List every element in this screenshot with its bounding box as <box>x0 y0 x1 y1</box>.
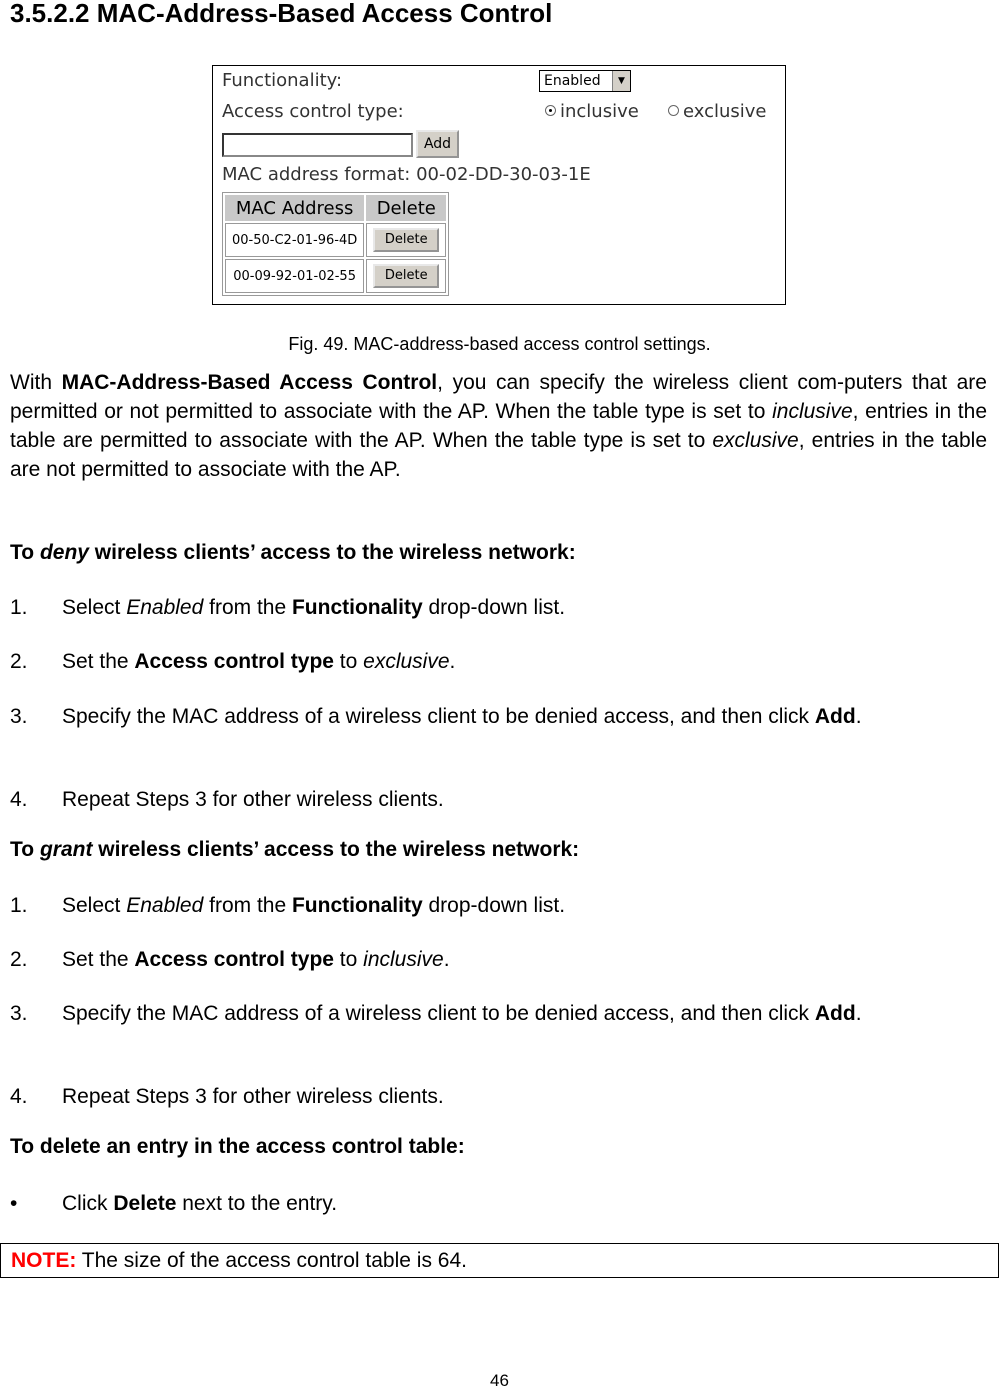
deny-step-4 <box>10 785 987 814</box>
text: to <box>333 650 364 673</box>
text-bold: Delete <box>113 1192 177 1215</box>
text: from the <box>203 894 292 917</box>
heading-text: wireless clients’ access to the wireless network: <box>88 541 576 564</box>
intro-italic: exclusive <box>712 429 799 452</box>
intro-text: , entries in the table are not permitted to associate with the AP. <box>10 429 987 481</box>
text: Click <box>62 1192 114 1215</box>
chevron-down-icon[interactable]: ▼ <box>612 71 630 91</box>
intro-paragraph <box>10 368 987 484</box>
text: . <box>449 650 456 673</box>
step-number: 3. <box>10 705 28 728</box>
bullet-text <box>62 1189 987 1218</box>
functionality-select[interactable] <box>539 70 631 92</box>
text-bold: Access control type <box>134 650 334 673</box>
deny-step-2 <box>10 647 987 676</box>
radio-exclusive[interactable] <box>668 101 767 122</box>
table-row <box>225 223 446 257</box>
text: Set the <box>62 948 135 971</box>
delete-button[interactable]: Delete <box>373 264 439 288</box>
note-text: The size of the access control table is 64. <box>76 1249 467 1272</box>
grant-step-4 <box>10 1082 987 1111</box>
column-header-delete: Delete <box>366 195 446 221</box>
step-text <box>62 891 987 920</box>
text: Set the <box>62 650 135 673</box>
step-number: 1. <box>10 596 28 619</box>
step-text: Repeat Steps 3 for other wireless clients. <box>62 788 444 811</box>
grant-heading <box>10 838 579 862</box>
text-italic: exclusive <box>363 650 450 673</box>
radio-selected-icon[interactable] <box>545 105 556 116</box>
functionality-value: Enabled <box>544 73 601 89</box>
text-bold: Add <box>814 1002 856 1025</box>
step-text <box>62 647 987 676</box>
deny-step-3 <box>10 702 987 731</box>
delete-button[interactable]: Delete <box>373 228 439 252</box>
intro-text: , you can specify the wireless client com-puters that are permitted or not permitted to associate with the AP. When the table type is set to <box>10 371 987 423</box>
text: Select <box>62 894 127 917</box>
step-number: 2. <box>10 650 28 673</box>
grant-step-3 <box>10 999 987 1028</box>
add-button[interactable]: Add <box>416 130 459 158</box>
text: . <box>855 1002 862 1025</box>
heading-italic: grant <box>39 838 93 861</box>
text: Specify the MAC address of a wireless client to be denied access, and then click <box>62 1002 815 1025</box>
access-type-label: Access control type: <box>222 101 404 122</box>
table-row <box>225 259 446 293</box>
text: . <box>855 705 862 728</box>
text: to <box>333 948 364 971</box>
radio-inclusive-label: inclusive <box>560 101 639 122</box>
mac-access-control-figure <box>212 65 786 305</box>
bullet-icon: • <box>10 1192 18 1215</box>
page-number: 46 <box>490 1371 509 1390</box>
grant-step-2 <box>10 945 987 974</box>
radio-inclusive[interactable] <box>545 101 639 122</box>
heading-italic: deny <box>39 541 89 564</box>
note-label: NOTE: <box>11 1249 77 1272</box>
figure-caption: Fig. 49. MAC-address-based access control settings. <box>288 334 711 354</box>
mac-cell: 00-50-C2-01-96-4D <box>225 223 364 257</box>
mac-format-label: MAC address format: 00-02-DD-30-03-1E <box>222 164 591 185</box>
heading-text: wireless clients’ access to the wireless network: <box>92 838 580 861</box>
step-number: 1. <box>10 894 28 917</box>
text-italic: Enabled <box>126 894 204 917</box>
delete-heading: To delete an entry in the access control table: <box>10 1135 465 1158</box>
text: Select <box>62 596 127 619</box>
heading-text: To <box>10 541 40 564</box>
deny-heading <box>10 541 576 565</box>
text: from the <box>203 596 292 619</box>
column-header-mac: MAC Address <box>225 195 364 221</box>
delete-cell <box>366 223 446 257</box>
step-number: 3. <box>10 1002 28 1025</box>
text: next to the entry. <box>176 1192 338 1215</box>
intro-italic: inclusive <box>772 400 853 423</box>
intro-text: With <box>10 371 62 394</box>
radio-unselected-icon[interactable] <box>668 105 679 116</box>
text-italic: Enabled <box>126 596 204 619</box>
text: . <box>443 948 450 971</box>
text: Specify the MAC address of a wireless client to be denied access, and then click <box>62 705 815 728</box>
mac-table <box>222 192 449 296</box>
step-text <box>62 702 987 731</box>
functionality-label: Functionality: <box>222 70 343 91</box>
delete-cell <box>366 259 446 293</box>
grant-step-1 <box>10 891 987 920</box>
text-bold: Add <box>814 705 856 728</box>
mac-address-input[interactable] <box>222 133 413 157</box>
step-text <box>62 999 987 1028</box>
radio-exclusive-label: exclusive <box>683 101 767 122</box>
text-bold: Functionality <box>291 894 423 917</box>
step-text: Repeat Steps 3 for other wireless clients. <box>62 1085 444 1108</box>
step-text <box>62 945 987 974</box>
mac-cell: 00-09-92-01-02-55 <box>225 259 364 293</box>
text-bold: Functionality <box>291 596 423 619</box>
heading-text: To <box>10 838 40 861</box>
step-number: 2. <box>10 948 28 971</box>
intro-text: , entries in the table are permitted to associate with the AP. When the table type is set to <box>10 400 987 452</box>
text-italic: inclusive <box>363 948 444 971</box>
section-heading: 3.5.2.2 MAC-Address-Based Access Control <box>10 0 553 28</box>
step-text <box>62 593 987 622</box>
deny-step-1 <box>10 593 987 622</box>
text: drop-down list. <box>422 894 566 917</box>
text-bold: Access control type <box>134 948 334 971</box>
text: drop-down list. <box>422 596 566 619</box>
step-number: 4. <box>10 1085 28 1108</box>
delete-bullet <box>10 1189 987 1218</box>
step-number: 4. <box>10 788 28 811</box>
note-box <box>0 1243 999 1278</box>
intro-bold: MAC-Address-Based Access Control <box>61 371 438 394</box>
